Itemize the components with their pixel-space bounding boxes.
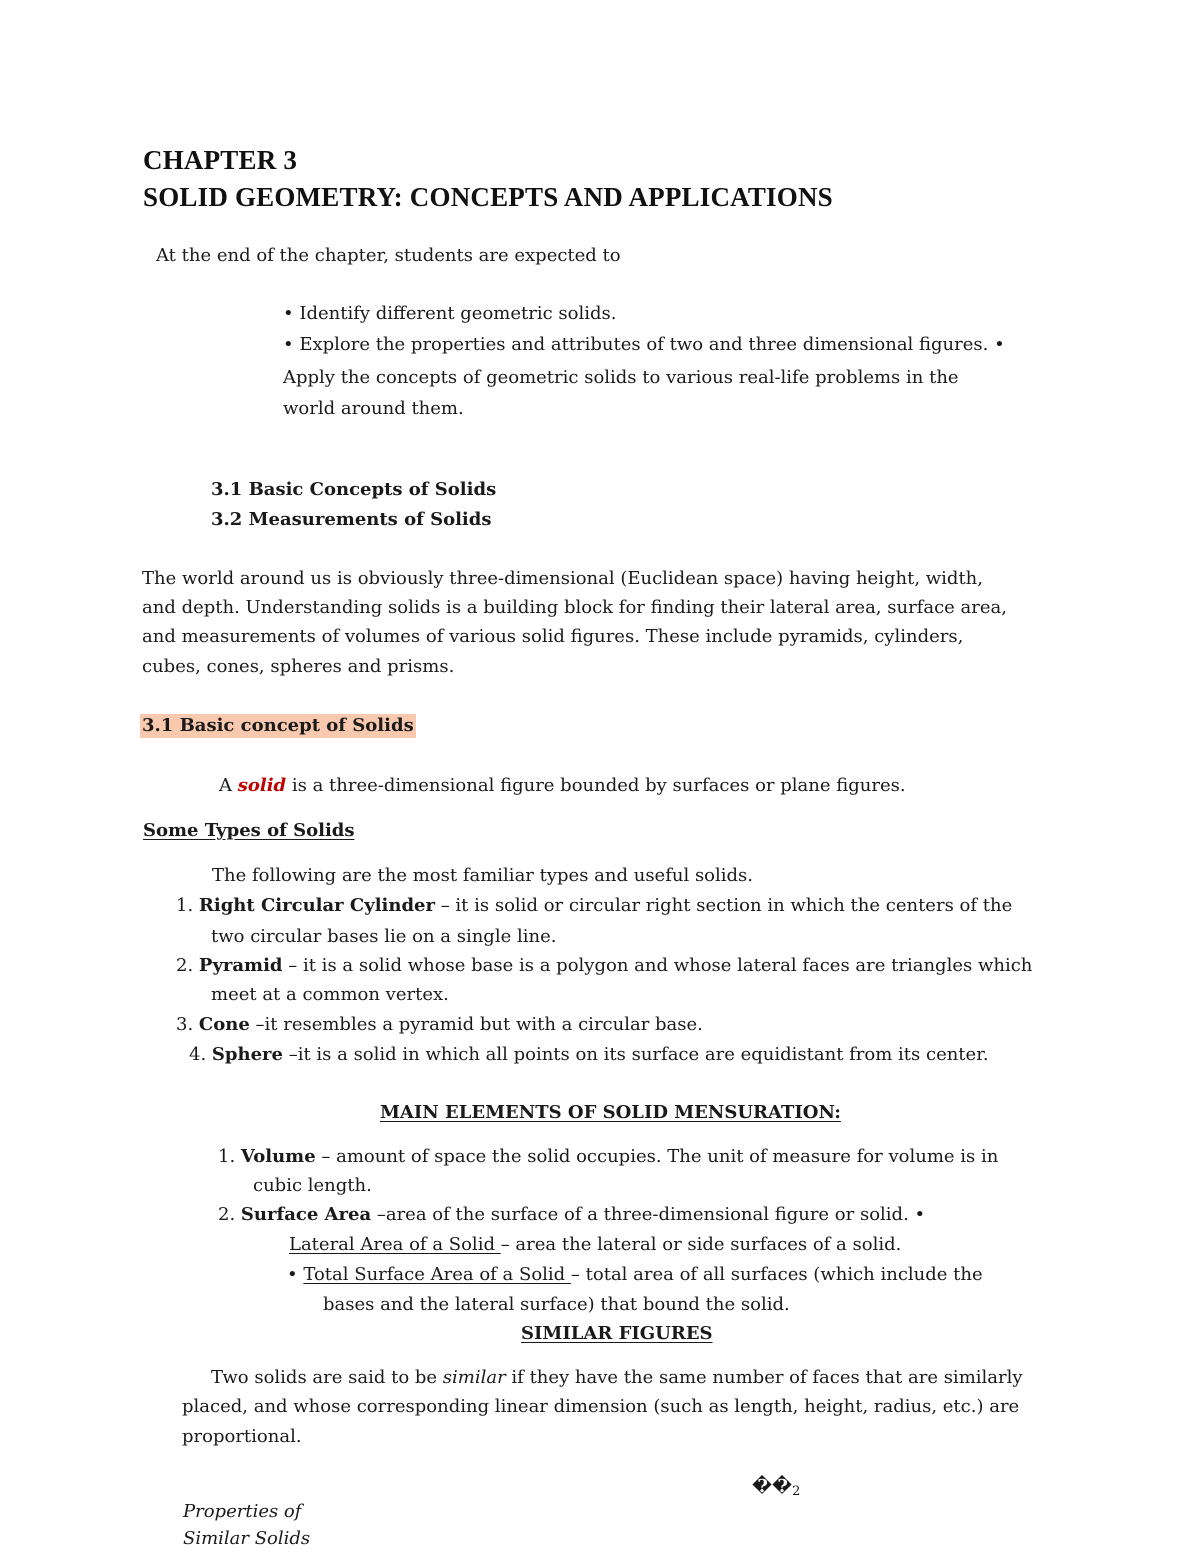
similar-text: if they have the same number of faces that are similarly (505, 1367, 1023, 1388)
item-term: Right Circular Cylinder (198, 895, 435, 916)
chapter-title: SOLID GEOMETRY: CONCEPTS AND APPLICATIONS (143, 182, 833, 212)
types-intro: The following are the most familiar types and useful solids. (212, 865, 754, 886)
types-heading: Some Types of Solids (143, 820, 355, 841)
type-item-cylinder (176, 895, 1012, 917)
intro-line-2: and depth. Understanding solids is a building block for finding their lateral area, surface area, (142, 597, 1007, 618)
item-number: 1. (218, 1146, 241, 1167)
element-total-surface-area (287, 1264, 983, 1286)
objective-line-3: Apply the concepts of geometric solids to various real-life problems in the (283, 367, 959, 388)
item-term: Cone (198, 1014, 250, 1035)
similar-line-3: proportional. (182, 1426, 302, 1447)
elements-heading: MAIN ELEMENTS OF SOLID MENSURATION: (380, 1102, 841, 1123)
solid-term: solid (237, 775, 287, 796)
similar-line-1 (211, 1367, 1023, 1389)
chapter-number: CHAPTER 3 (143, 145, 298, 175)
type-item-cylinder-cont: two circular bases lie on a single line. (211, 926, 557, 947)
item-bullet: • (287, 1264, 304, 1285)
section-31-heading: 3.1 Basic concept of Solids (142, 715, 414, 736)
page-subscript: 2 (792, 1484, 801, 1499)
item-term: Sphere (211, 1044, 283, 1065)
item-term: Pyramid (198, 955, 283, 976)
intro-line-1: The world around us is obviously three-dimensional (Euclidean space) having height, width, (142, 568, 983, 589)
similar-term: similar (442, 1367, 506, 1388)
similar-line-2: placed, and whose corresponding linear dimension (such as length, height, radius, etc.) are (182, 1396, 1020, 1417)
definition-text: is a three-dimensional figure bounded by surfaces or plane figures. (286, 775, 906, 796)
item-desc: –area of the surface of a three-dimensional figure or solid. • (371, 1204, 926, 1225)
similar-prefix: Two solids are said to be (211, 1367, 443, 1388)
objectives-intro: At the end of the chapter, students are expected to (156, 245, 621, 266)
type-item-cone (176, 1014, 703, 1036)
item-desc: –it is a solid in which all points on its surface are equidistant from its center. (282, 1044, 989, 1065)
definition-prefix: A (219, 775, 238, 796)
intro-line-3: and measurements of volumes of various solid figures. These include pyramids, cylinders, (142, 626, 964, 647)
item-term: Surface Area (240, 1204, 372, 1225)
margin-note-line-2: Similar Solids (183, 1528, 311, 1549)
element-lateral-area (289, 1234, 901, 1256)
toc-item-2: 3.2 Measurements of Solids (211, 509, 492, 530)
element-volume (218, 1146, 998, 1168)
page-marker: �� (752, 1476, 793, 1497)
type-item-sphere (189, 1044, 989, 1066)
item-desc: – amount of space the solid occupies. The unit of measure for volume is in (315, 1146, 999, 1167)
element-total-surface-area-cont: bases and the lateral surface) that bound the solid. (323, 1294, 790, 1315)
objective-line-1: • Identify different geometric solids. (283, 303, 617, 324)
item-desc: – total area of all surfaces (which include the (570, 1264, 983, 1285)
similar-heading: SIMILAR FIGURES (521, 1323, 713, 1344)
item-term: Lateral Area of a Solid (289, 1234, 501, 1255)
item-desc: – area the lateral or side surfaces of a solid. (500, 1234, 902, 1255)
intro-line-4: cubes, cones, spheres and prisms. (142, 656, 455, 677)
toc-item-1: 3.1 Basic Concepts of Solids (211, 479, 497, 500)
item-desc: – it is a solid whose base is a polygon and whose lateral faces are triangles which (282, 955, 1033, 976)
item-number: 1. (176, 895, 199, 916)
type-item-pyramid-cont: meet at a common vertex. (211, 984, 449, 1005)
margin-note-line-1: Properties of (183, 1501, 302, 1522)
element-volume-cont: cubic length. (253, 1175, 372, 1196)
item-term: Volume (240, 1146, 316, 1167)
objective-line-2: • Explore the properties and attributes of two and three dimensional figures. • (283, 334, 1005, 355)
element-surface-area (218, 1204, 925, 1226)
objective-line-4: world around them. (283, 398, 464, 419)
item-number: 2. (218, 1204, 241, 1225)
item-term: Total Surface Area of a Solid (303, 1264, 571, 1285)
type-item-pyramid (176, 955, 1032, 977)
page-number (752, 1476, 800, 1503)
item-desc: –it resembles a pyramid but with a circular base. (249, 1014, 703, 1035)
item-number: 3. (176, 1014, 199, 1035)
item-number: 2. (176, 955, 199, 976)
item-number: 4. (189, 1044, 212, 1065)
item-desc: – it is solid or circular right section in which the centers of the (434, 895, 1013, 916)
solid-definition (219, 775, 906, 797)
